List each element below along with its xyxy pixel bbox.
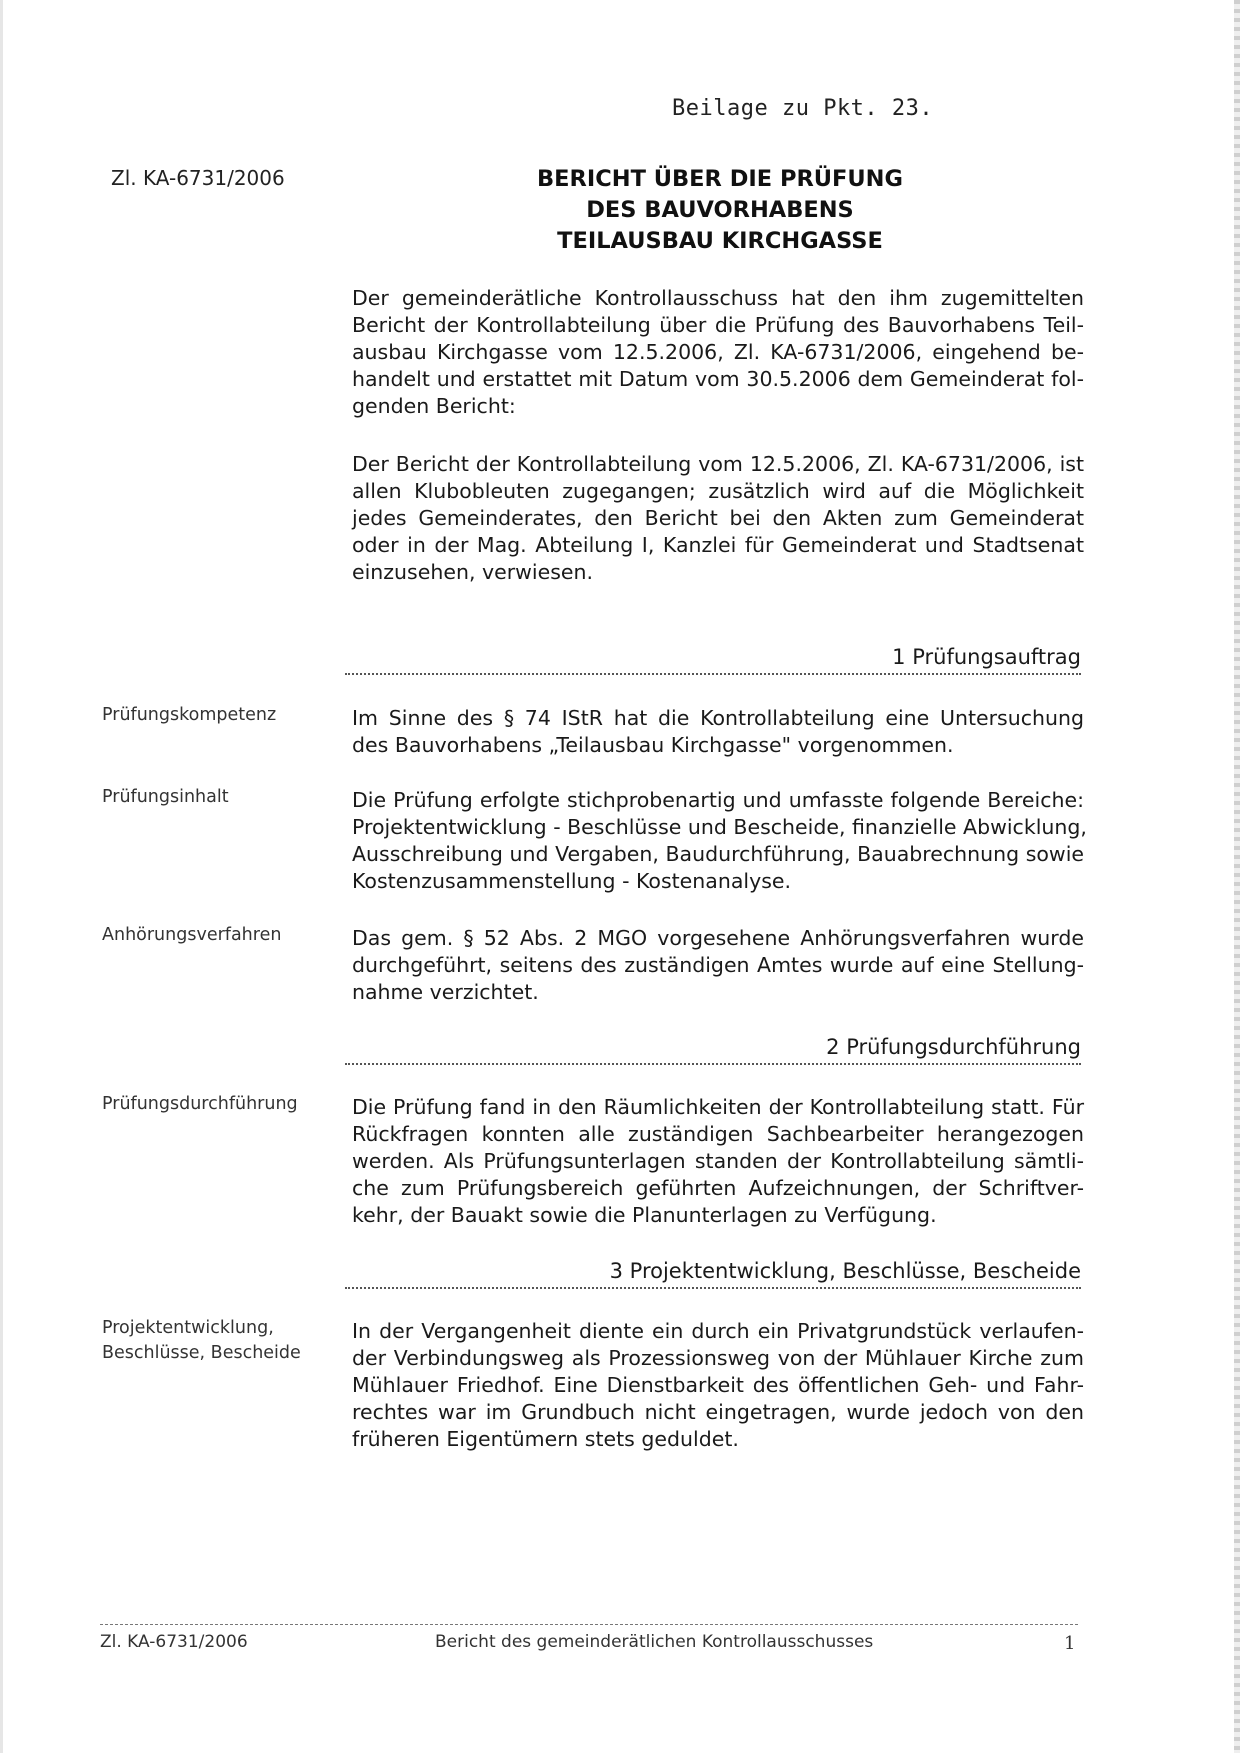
paragraph-pruefungsdurchfuehrung — [352, 1094, 1084, 1229]
text-line: nahme verzichtet. — [352, 980, 539, 1004]
text-line: handelt und erstattet mit Datum vom 30.5.2006 dem Gemeinderat fol- — [352, 367, 1084, 391]
side-label-pruefungskompetenz: Prüfungskompetenz — [102, 705, 277, 725]
text-line: Im Sinne des § 74 IStR hat die Kontrollabteilung eine Untersuchung — [352, 706, 1084, 730]
text-line: Die Prüfung erfolgte stichprobenartig und umfasste folgende Bereiche: — [352, 788, 1084, 812]
enclosure-note: Beilage zu Pkt. 23. — [672, 96, 934, 121]
intro-paragraph-1 — [352, 285, 1084, 420]
section-heading-3: 3 Projektentwicklung, Beschlüsse, Bescheide — [345, 1259, 1081, 1289]
paragraph-pruefungskompetenz — [352, 705, 1084, 759]
text-line: des Bauvorhabens „Teilausbau Kirchgasse" vorgenommen. — [352, 733, 954, 757]
text-line: Mühlauer Friedhof. Eine Dienstbarkeit des öffentlichen Geh- und Fahr- — [352, 1373, 1084, 1397]
text-line: Das gem. § 52 Abs. 2 MGO vorgesehene Anhörungsverfahren wurde — [352, 926, 1084, 950]
text-line: che zum Prüfungsbereich geführten Aufzeichnungen, der Schriftver- — [352, 1176, 1084, 1200]
paragraph-anhoerungsverfahren — [352, 925, 1084, 1006]
text-line: jedes Gemeinderates, den Bericht bei den Akten zum Gemeinderat — [352, 506, 1084, 530]
side-label-pruefungsinhalt: Prüfungsinhalt — [102, 787, 229, 807]
intro-paragraph-2 — [352, 451, 1084, 586]
text-line: durchgeführt, seitens des zuständigen Amtes wurde auf eine Stellung- — [352, 953, 1084, 977]
title-line: DES BAUVORHABENS — [586, 197, 854, 223]
side-label-pruefungsdurchfuehrung: Prüfungsdurchführung — [102, 1094, 298, 1114]
paragraph-projektentwicklung — [352, 1318, 1084, 1453]
text-line: Der Bericht der Kontrollabteilung vom 12.5.2006, Zl. KA-6731/2006, ist — [352, 452, 1084, 476]
text-line: Rückfragen konnten alle zuständigen Sachbearbeiter herangezogen — [352, 1122, 1084, 1146]
text-line: allen Klubobleuten zugegangen; zusätzlich wird auf die Möglichkeit — [352, 479, 1084, 503]
side-label-anhoerungsverfahren: Anhörungsverfahren — [102, 925, 282, 945]
text-line: Ausschreibung und Vergaben, Baudurchführung, Bauabrechnung sowie — [352, 842, 1084, 866]
text-line: oder in der Mag. Abteilung I, Kanzlei für Gemeinderat und Stadtsenat — [352, 533, 1084, 557]
page-number: 1 — [1064, 1633, 1076, 1654]
footer-divider — [100, 1624, 1078, 1625]
reference-number: Zl. KA-6731/2006 — [111, 166, 285, 190]
side-label-line: Projektentwicklung, — [102, 1318, 274, 1338]
footer-title: Bericht des gemeinderätlichen Kontrollausschusses — [435, 1632, 874, 1652]
text-line: Kostenzusammenstellung - Kostenanalyse. — [352, 869, 792, 893]
text-line: Der gemeinderätliche Kontrollausschuss hat den ihm zugemittelten — [352, 286, 1084, 310]
paragraph-pruefungsinhalt — [352, 787, 1087, 895]
text-line: kehr, der Bauakt sowie die Planunterlagen zu Verfügung. — [352, 1203, 937, 1227]
footer-reference: Zl. KA-6731/2006 — [100, 1632, 248, 1652]
title-line: TEILAUSBAU KIRCHGASSE — [557, 228, 883, 254]
text-line: Bericht der Kontrollabteilung über die Prüfung des Bauvorhabens Teil- — [352, 313, 1084, 337]
text-line: der Verbindungsweg als Prozessionsweg von der Mühlauer Kirche zum — [352, 1346, 1084, 1370]
text-line: In der Vergangenheit diente ein durch ein Privatgrundstück verlaufen- — [352, 1319, 1084, 1343]
text-line: rechtes war im Grundbuch nicht eingetragen, wurde jedoch von den — [352, 1400, 1084, 1424]
text-line: Die Prüfung fand in den Räumlichkeiten der Kontrollabteilung statt. Für — [352, 1095, 1084, 1119]
text-line: genden Bericht: — [352, 394, 516, 418]
text-line: einzusehen, verwiesen. — [352, 560, 594, 584]
title-line: BERICHT ÜBER DIE PRÜFUNG — [537, 166, 903, 192]
side-label-line: Beschlüsse, Bescheide — [102, 1343, 301, 1363]
text-line: Projektentwicklung - Beschlüsse und Bescheide, finanzielle Abwicklung, — [352, 815, 1087, 839]
section-heading-2: 2 Prüfungsdurchführung — [345, 1035, 1081, 1065]
side-label-projektentwicklung — [102, 1316, 322, 1366]
document-title — [500, 164, 940, 257]
text-line: ausbau Kirchgasse vom 12.5.2006, Zl. KA-6731/2006, eingehend be- — [352, 340, 1084, 364]
text-line: früheren Eigentümern stets geduldet. — [352, 1427, 739, 1451]
text-line: werden. Als Prüfungsunterlagen standen der Kontrollabteilung sämtli- — [352, 1149, 1084, 1173]
section-heading-1: 1 Prüfungsauftrag — [345, 645, 1081, 675]
